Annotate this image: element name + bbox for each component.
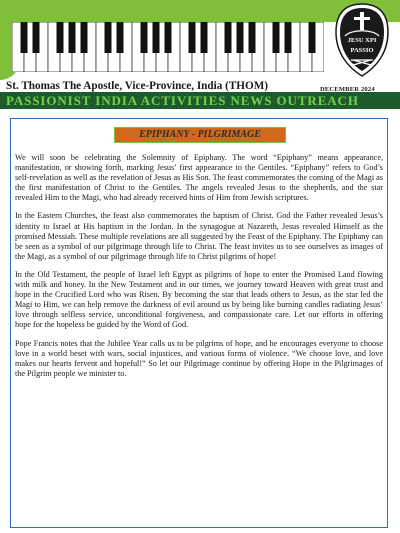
article-paragraph: Pope Francis notes that the Jubilee Year calls us to be pilgrims of hope, and he encourages everyone to choose love in a world beset with wars, social injustices, and various forms of violence. “We choose love, and love makes our hearts fervent and hopeful!” So let our Pilgrimage continue by offering Hope in the Pilgrimages of the Pilgrim people we minister to. [15,338,383,378]
piano-black-key [201,22,208,53]
article-paragraph: In the Eastern Churches, the feast also commemorates the baptism of Christ. God the Father revealed Jesus’s identity to Israel at His baptism in the Jordan. In the synagogue at Nazareth, Jesus revealed Himself as the promised Messiah. These multiple revelations are all suggested by the Feast of the Epiphany. The Epiphany can be seen as a symbol of our pilgrimage through life to Christ. The feast invites us to see ourselves as images of the Magi, as a symbol of our pilgrimage through life to Christ pilgrims of hope! [15,211,383,261]
piano-black-key [141,22,148,53]
piano-black-key [69,22,76,53]
piano-black-key [249,22,256,53]
piano-black-key [165,22,172,53]
newsletter-banner: PASSIONIST INDIA ACTIVITIES NEWS OUTREACH [6,93,359,108]
piano-black-key [117,22,124,53]
piano-black-key [105,22,112,53]
piano-black-key [273,22,280,53]
article-paragraph: In the Old Testament, the people of Israel left Egypt as pilgrims of hope to enter the Promised Land flowing with milk and honey. In the New Testament and in our times, we journey toward Heaven with great trust and hope in the Crucified Lord who was Risen. By becoming the star that leads others to Jesus, as the star led the Magi to Him, we can help remove the darkness of evil around us by being like burning candles radiating Jesus’ love through selfless service, unconditional forgiveness, and compassionate care. Let our efforts in offering hope for the hopeless be guided by the Word of God. [15,269,383,330]
article-title: EPIPHANY - PILGRIMAGE [114,127,286,143]
issue-date: DECEMBER 2024 [320,86,375,93]
piano-black-key [285,22,292,53]
piano-black-key [225,22,232,53]
piano-black-key [33,22,40,53]
article-paragraph: We will soon be celebrating the Solemnity of Epiphany. The word “Epiphany” means appearance, manifestation, or showing forth, marking Jesus’ first appearance to the Gentiles. “Epiphany” refers to God’s self-revelation as well as the revelation of Jesus as His Son. The feast commemorates the coming of the Magi as the first manifestation of Christ to the Gentiles. The angels revealed Jesus to the shepherds, and the star revealed Him to the Magi, who had already received hints of Him from Jewish scriptures. [15,153,383,203]
piano-black-key [189,22,196,53]
piano-black-key [237,22,244,53]
emblem-line-1: JESU XPI [347,37,377,44]
piano-black-key [153,22,160,53]
piano-keys-svg [12,22,324,72]
piano-black-key [57,22,64,53]
passionist-emblem-icon [333,2,391,78]
newsletter-header [0,0,400,118]
piano-black-key [309,22,316,53]
piano-black-key [81,22,88,53]
piano-black-key [21,22,28,53]
article-body [15,153,383,387]
piano-keyboard-graphic [12,22,324,72]
organization-title: St. Thomas The Apostle, Vice-Province, India (THOM) [6,80,268,92]
article-frame [10,118,388,528]
emblem-line-2: PASSIO [350,47,374,54]
